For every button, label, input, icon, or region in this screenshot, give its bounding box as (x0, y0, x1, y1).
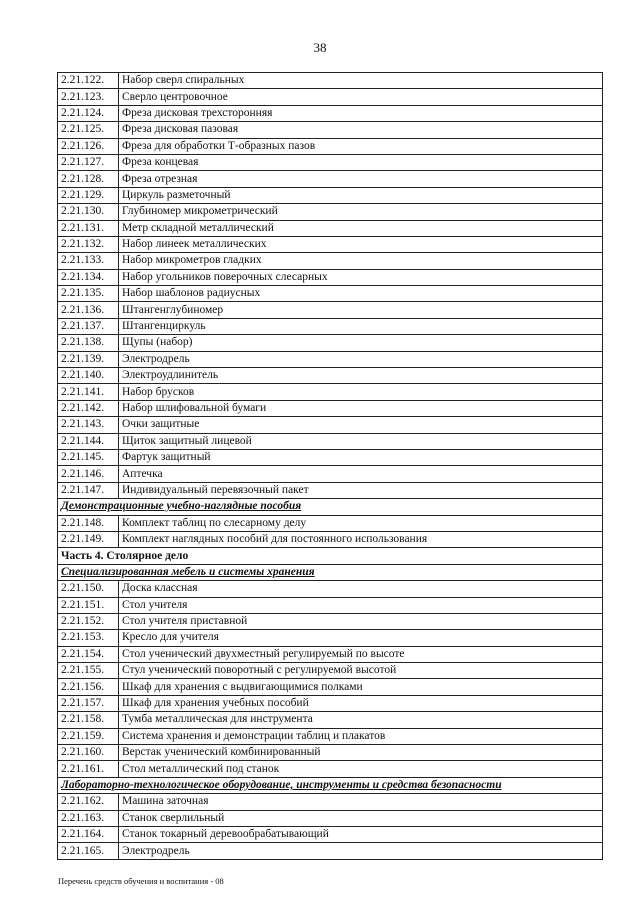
item-number: 2.21.145. (58, 449, 119, 465)
item-name: Верстак ученический комбинированный (119, 745, 603, 761)
item-name: Циркуль разметочный (119, 187, 603, 203)
table-row (58, 286, 603, 302)
item-number: 2.21.159. (58, 728, 119, 744)
table-row (58, 482, 603, 498)
item-number: 2.21.160. (58, 745, 119, 761)
table-row (58, 466, 603, 482)
item-number: 2.21.150. (58, 581, 119, 597)
item-number: 2.21.138. (58, 335, 119, 351)
item-name: Стол ученический двухместный регулируемый по высоте (119, 646, 603, 662)
item-number: 2.21.162. (58, 794, 119, 810)
table-row (58, 138, 603, 154)
item-number: 2.21.144. (58, 433, 119, 449)
table-row (58, 581, 603, 597)
item-name: Стол учителя приставной (119, 613, 603, 629)
table-row (58, 89, 603, 105)
table-row (58, 187, 603, 203)
item-number: 2.21.158. (58, 712, 119, 728)
table-row (58, 417, 603, 433)
table-row (58, 810, 603, 826)
item-name: Фреза дисковая трехсторонняя (119, 105, 603, 121)
item-number: 2.21.146. (58, 466, 119, 482)
table-row (58, 597, 603, 613)
table-row (58, 154, 603, 170)
item-name: Сверло центровочное (119, 89, 603, 105)
table-row (58, 368, 603, 384)
item-name: Очки защитные (119, 417, 603, 433)
table-row (58, 351, 603, 367)
item-number: 2.21.140. (58, 368, 119, 384)
table-row (58, 745, 603, 761)
table-row (58, 761, 603, 777)
table-row (58, 794, 603, 810)
item-name: Стул ученический поворотный с регулируемой высотой (119, 663, 603, 679)
item-number: 2.21.147. (58, 482, 119, 498)
item-name: Фреза отрезная (119, 171, 603, 187)
item-number: 2.21.148. (58, 515, 119, 531)
equipment-table (57, 72, 603, 860)
item-number: 2.21.123. (58, 89, 119, 105)
item-name: Станок сверлильный (119, 810, 603, 826)
item-name: Щупы (набор) (119, 335, 603, 351)
table-row (58, 630, 603, 646)
item-name: Электродрель (119, 843, 603, 859)
item-name: Фартук защитный (119, 449, 603, 465)
table-row (58, 105, 603, 121)
item-name: Стол учителя (119, 597, 603, 613)
item-number: 2.21.129. (58, 187, 119, 203)
table-row (58, 646, 603, 662)
item-name: Машина заточная (119, 794, 603, 810)
page-number: 38 (313, 40, 327, 55)
item-number: 2.21.137. (58, 318, 119, 334)
table-row (58, 712, 603, 728)
item-number: 2.21.130. (58, 204, 119, 220)
part-heading-row (58, 548, 603, 564)
item-number: 2.21.141. (58, 384, 119, 400)
table-row (58, 122, 603, 138)
section-heading-row (58, 499, 603, 515)
item-name: Набор сверл спиральных (119, 73, 603, 89)
section-heading: Демонстрационные учебно-наглядные пособия (58, 499, 603, 515)
item-number: 2.21.126. (58, 138, 119, 154)
table-row (58, 73, 603, 89)
table-row (58, 695, 603, 711)
table-row (58, 400, 603, 416)
table-row (58, 433, 603, 449)
item-number: 2.21.153. (58, 630, 119, 646)
table-row (58, 171, 603, 187)
table-row (58, 515, 603, 531)
table-row (58, 826, 603, 842)
item-number: 2.21.164. (58, 826, 119, 842)
item-name: Шкаф для хранения учебных пособий (119, 695, 603, 711)
item-number: 2.21.139. (58, 351, 119, 367)
item-number: 2.21.136. (58, 302, 119, 318)
table-row (58, 663, 603, 679)
table-row (58, 253, 603, 269)
item-name: Электроудлинитель (119, 368, 603, 384)
table-row (58, 728, 603, 744)
item-name: Электродрель (119, 351, 603, 367)
item-number: 2.21.127. (58, 154, 119, 170)
item-name: Станок токарный деревообрабатывающий (119, 826, 603, 842)
item-number: 2.21.157. (58, 695, 119, 711)
table-row (58, 302, 603, 318)
section-heading: Специализированная мебель и системы хранения (58, 564, 603, 580)
item-name: Кресло для учителя (119, 630, 603, 646)
item-number: 2.21.154. (58, 646, 119, 662)
table-row (58, 204, 603, 220)
item-number: 2.21.133. (58, 253, 119, 269)
item-number: 2.21.131. (58, 220, 119, 236)
item-name: Шкаф для хранения с выдвигающимися полками (119, 679, 603, 695)
table-row (58, 236, 603, 252)
item-number: 2.21.128. (58, 171, 119, 187)
item-number: 2.21.132. (58, 236, 119, 252)
item-number: 2.21.143. (58, 417, 119, 433)
equipment-table-body (58, 73, 603, 860)
item-name: Штангенглубиномер (119, 302, 603, 318)
item-name: Набор шаблонов радиусных (119, 286, 603, 302)
item-name: Метр складной металлический (119, 220, 603, 236)
item-name: Аптечка (119, 466, 603, 482)
item-name: Штангенциркуль (119, 318, 603, 334)
item-name: Индивидуальный перевязочный пакет (119, 482, 603, 498)
table-row (58, 384, 603, 400)
page-footer: Перечень средств обучения и воспитания - 08 (58, 876, 224, 886)
item-number: 2.21.134. (58, 269, 119, 285)
item-number: 2.21.142. (58, 400, 119, 416)
item-number: 2.21.165. (58, 843, 119, 859)
table-row (58, 843, 603, 859)
item-name: Набор линеек металлических (119, 236, 603, 252)
item-number: 2.21.135. (58, 286, 119, 302)
part-heading: Часть 4. Столярное дело (58, 548, 603, 564)
item-number: 2.21.152. (58, 613, 119, 629)
item-name: Набор брусков (119, 384, 603, 400)
item-name: Комплект таблиц по слесарному делу (119, 515, 603, 531)
table-row (58, 335, 603, 351)
section-heading: Лабораторно-технологическое оборудование, инструменты и средства безопасности (58, 777, 603, 793)
item-name: Тумба металлическая для инструмента (119, 712, 603, 728)
item-name: Глубиномер микрометрический (119, 204, 603, 220)
section-heading-row (58, 777, 603, 793)
item-name: Набор шлифовальной бумаги (119, 400, 603, 416)
table-row (58, 220, 603, 236)
table-row (58, 269, 603, 285)
section-heading-row (58, 564, 603, 580)
item-name: Система хранения и демонстрации таблиц и плакатов (119, 728, 603, 744)
item-name: Фреза концевая (119, 154, 603, 170)
item-name: Фреза для обработки Т-образных пазов (119, 138, 603, 154)
item-number: 2.21.125. (58, 122, 119, 138)
item-number: 2.21.124. (58, 105, 119, 121)
table-row (58, 679, 603, 695)
item-name: Доска классная (119, 581, 603, 597)
item-name: Набор микрометров гладких (119, 253, 603, 269)
item-number: 2.21.149. (58, 531, 119, 547)
item-number: 2.21.122. (58, 73, 119, 89)
item-number: 2.21.161. (58, 761, 119, 777)
table-row (58, 531, 603, 547)
item-number: 2.21.163. (58, 810, 119, 826)
item-name: Комплект наглядных пособий для постоянного использования (119, 531, 603, 547)
item-name: Набор угольников поверочных слесарных (119, 269, 603, 285)
item-number: 2.21.151. (58, 597, 119, 613)
table-row (58, 449, 603, 465)
item-number: 2.21.155. (58, 663, 119, 679)
table-row (58, 318, 603, 334)
item-name: Фреза дисковая пазовая (119, 122, 603, 138)
item-name: Стол металлический под станок (119, 761, 603, 777)
table-row (58, 613, 603, 629)
item-number: 2.21.156. (58, 679, 119, 695)
item-name: Щиток защитный лицевой (119, 433, 603, 449)
